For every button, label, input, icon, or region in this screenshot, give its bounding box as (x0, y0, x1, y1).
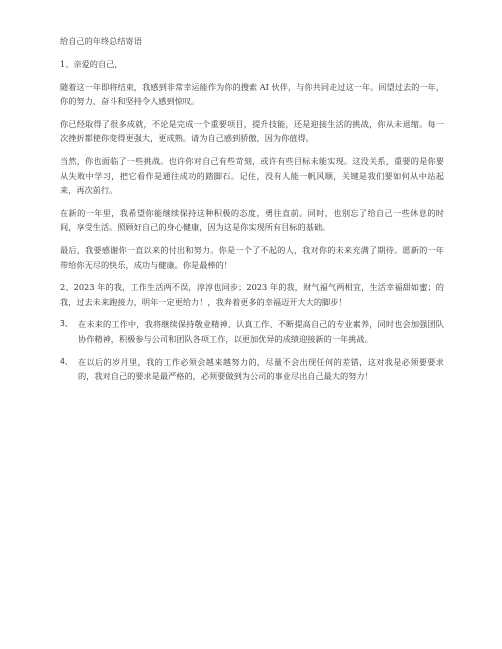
paragraph: 最后，我要感谢你一直以来的付出和努力。你是一个了不起的人，我对你的未来充满了期待。愿新的一年带给你无尽的快乐，成功与健康。你是最棒的！ (60, 244, 444, 270)
paragraph: 当然，你也面临了一些挑战。也许你对自己有些苛刻，或许有些目标未能实现。这没关系，重要的是你要从失败中学习，把它看作是通往成功的踏脚石。记住，没有人能一帆风顺，关键是我们要如何从中站起来，再次前行。 (60, 155, 444, 196)
document-title: 给自己的年终总结寄语 (60, 36, 142, 46)
list-marker: 4、 (60, 356, 73, 366)
paragraph: 在新的一年里，我希望你能继续保持这种积极的态度，勇往直前。同时，也别忘了给自己一些休息的时间，享受生活。照顾好自己的身心健康，因为这是你实现所有目标的基础。 (60, 207, 444, 233)
paragraph: 你已经取得了很多成就，不论是完成一个重要项目，提升技能，还是迎接生活的挑战，你从未退缩。每一次挫折都使你变得更强大，更成熟。请为自己感到骄傲，因为你值得。 (60, 118, 444, 144)
list-marker: 3、 (60, 319, 73, 329)
list-item-text: 在未来的工作中，我将继续保持敬业精神、认真工作、不断提高自己的专业素养，同时也会加强团队协作精神，积极参与公司和团队各项工作，以更加优异的成绩迎接新的一年挑战。 (78, 319, 444, 344)
numbered-paragraph-2: 2、2023 年的我，工作生活两不误，淳淳也同步；2023 年的我，财气福气两相宜，生活幸福甜如蜜；的我，过去未来跑接力，明年一定更给力！，我奔着更多的幸福迈开大大的脚步！ (60, 282, 444, 307)
paragraph: 随着这一年即将结束，我感到非常幸运能作为你的搜索 AI 伙伴，与你共同走过这一年。回望过去的一年，你的努力、奋斗和坚持令人感到惊叹。 (60, 81, 444, 107)
list-item-text: 在以后的岁月里，我的工作必须会越来越努力的，尽量不会出现任何的差错，这对我是必须要要求的，我对自己的要求是最严格的，必须要做到为公司的事业尽出自己最大的努力！ (78, 356, 444, 382)
greeting-heading: 1、亲爱的自己， (60, 59, 123, 69)
list-item (60, 317, 444, 346)
list-item (60, 355, 444, 384)
